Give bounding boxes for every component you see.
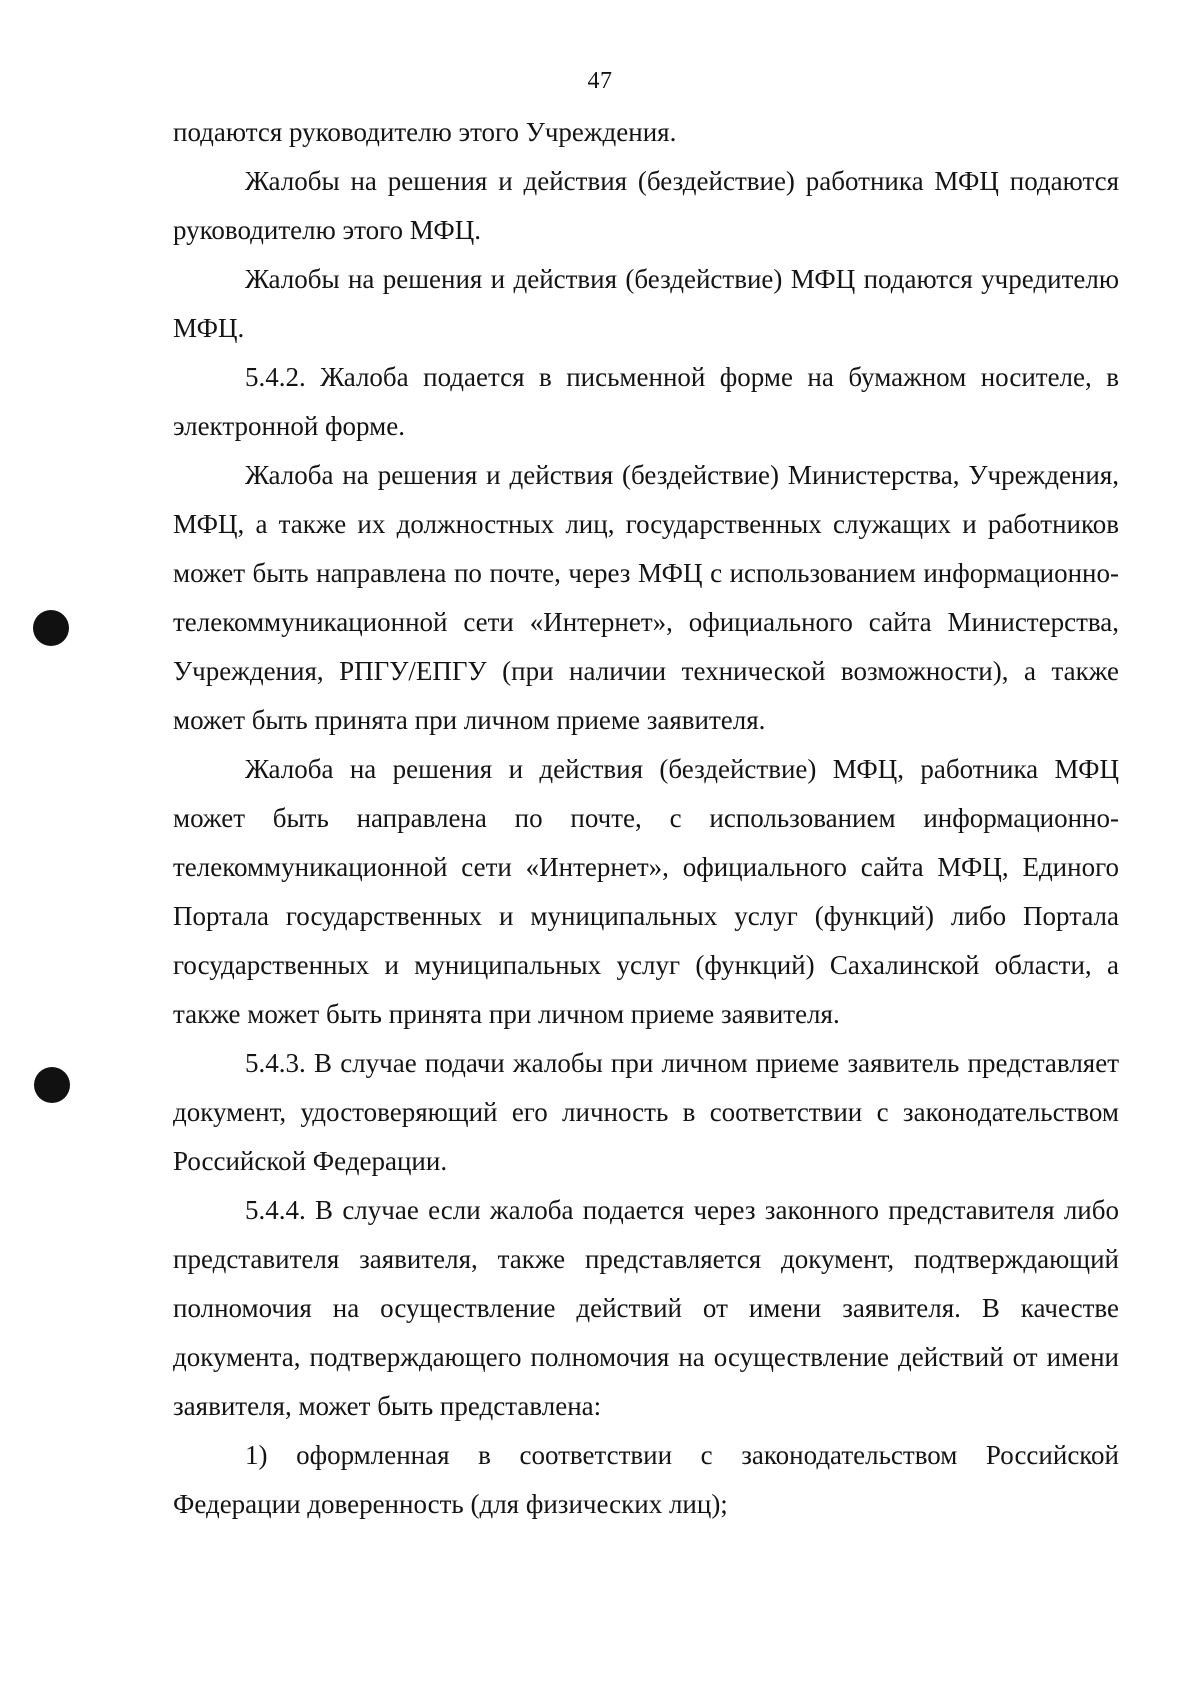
paragraph: 5.4.2. Жалоба подается в письменной форме на бумажном носителе, в электронной форме.: [173, 362, 1119, 441]
punch-hole: [34, 1067, 70, 1103]
paragraph: Жалоба на решения и действия (бездействие) МФЦ, работника МФЦ может быть направлена по почте, с использованием информационно-телекоммуникационной сети «Интернет», официального сайта МФЦ, Единого Портала государственных и муниципальных услуг (функций) либо Портала государственных и муниципальных услуг (функций) Сахалинской области, а также может быть принята при личном приеме заявителя.: [173, 754, 1119, 1029]
paragraph: Жалоба на решения и действия (бездействие) Министерства, Учреждения, МФЦ, а также их должностных лиц, государственных служащих и работников может быть направлена по почте, через МФЦ с использованием информационно-телекоммуникационной сети «Интернет», официального сайта Министерства, Учреждения, РПГУ/ЕПГУ (при наличии технической возможности), а также может быть принята при личном приеме заявителя.: [173, 460, 1119, 735]
paragraph: 5.4.3. В случае подачи жалобы при личном приеме заявитель представляет документ, удостоверяющий его личность в соответствии с законодательством Российской Федерации.: [173, 1048, 1119, 1176]
paragraph: подаются руководителю этого Учреждения.: [173, 117, 677, 147]
paragraph: Жалобы на решения и действия (бездействие) работника МФЦ подаются руководителю этого МФЦ.: [173, 166, 1119, 245]
paragraph: 1) оформленная в соответствии с законодательством Российской Федерации доверенность (для физических лиц);: [173, 1440, 1119, 1519]
document-body: [173, 108, 1119, 1529]
punch-hole: [33, 610, 69, 646]
page-number: 47: [587, 68, 613, 94]
paragraph: 5.4.4. В случае если жалоба подается через законного представителя либо представителя заявителя, также представляется документ, подтверждающий полномочия на осуществление действий от имени заявителя. В качестве документа, подтверждающего полномочия на осуществление действий от имени заявителя, может быть представлена:: [173, 1195, 1119, 1421]
paragraph: Жалобы на решения и действия (бездействие) МФЦ подаются учредителю МФЦ.: [173, 264, 1119, 343]
